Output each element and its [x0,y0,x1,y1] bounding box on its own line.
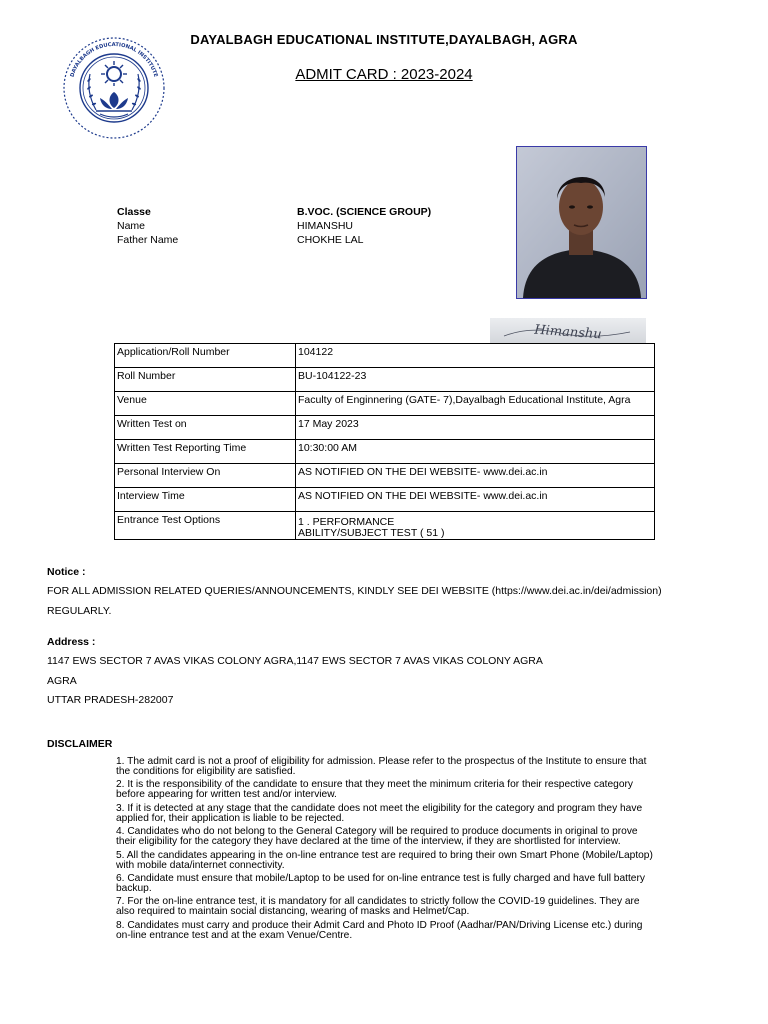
page-title: ADMIT CARD : 2023-2024 [295,66,473,83]
row-value: AS NOTIFIED ON THE DEI WEBSITE- www.dei.ac.in [296,488,655,512]
option-line: ABILITY/SUBJECT TEST ( 51 ) [298,527,445,539]
row-label: Personal Interview On [115,464,296,488]
details-table [114,343,655,540]
option-line: 1 . PERFORMANCE [298,516,395,528]
address-heading: Address : [47,636,96,648]
father-name-value: CHOKHE LAL [297,234,364,246]
class-value: B.VOC. (SCIENCE GROUP) [297,206,432,218]
address-line: UTTAR PRADESH-282007 [47,694,174,706]
disclaimer-heading: DISCLAIMER [47,738,113,750]
notice-text: REGULARLY. [47,605,112,617]
row-label: Roll Number [115,368,296,392]
class-label: Classe [117,206,151,218]
svg-text:DAYALBAGH EDUCATIONAL INSTITUT: DAYALBAGH EDUCATIONAL INSTITUTE [69,41,159,78]
table-row [115,464,655,488]
list-item: 1. The admit card is not a proof of eligibility for admission. Please refer to the prospectus of the Institute to ensure that the conditions for eligibility are satisfied. [116,756,647,777]
row-value: 17 May 2023 [296,416,655,440]
row-value: 10:30:00 AM [296,440,655,464]
svg-text:Himanshu: Himanshu [533,322,603,343]
row-value: Faculty of Enginnering (GATE- 7),Dayalbagh Educational Institute, Agra [296,392,655,416]
row-value: 104122 [296,344,655,368]
address-line: 1147 EWS SECTOR 7 AVAS VIKAS COLONY AGRA,1147 EWS SECTOR 7 AVAS VIKAS COLONY AGRA [47,655,543,667]
list-item: 4. Candidates who do not belong to the General Category will be required to produce documents in original to prove their eligibility for the category they have declared at the time of the interview, if they are shortlisted for interview. [116,826,638,848]
list-item: 3. If it is detected at any stage that the candidate does not meet the eligibility for the category and program they have applied for, their application is liable to be rejected. [116,802,643,824]
institute-name: DAYALBAGH EDUCATIONAL INSTITUTE,DAYALBAGH, AGRA [190,32,578,47]
table-row [115,488,655,512]
notice-text: FOR ALL ADMISSION RELATED QUERIES/ANNOUNCEMENTS, KINDLY SEE DEI WEBSITE (https://www.dei.ac.in/dei/admission) [47,585,662,597]
institute-logo-icon [50,34,178,142]
list-item: 2. It is the responsibility of the candidate to ensure that they meet the minimum criteria for their respective category before appearing for written test and/or interview. [116,779,633,801]
notice-heading: Notice : [47,566,86,578]
person-photo-icon [517,147,646,298]
row-label: Written Test Reporting Time [115,440,296,464]
row-value: BU-104122-23 [296,368,655,392]
address-line: AGRA [47,675,77,687]
candidate-photo [516,146,647,299]
options-label: Entrance Test Options [115,512,296,540]
table-row [115,392,655,416]
row-label: Interview Time [115,488,296,512]
candidate-signature [490,318,646,344]
list-item: 6. Candidate must ensure that mobile/Laptop to be used for on-line entrance test is fully charged and have full battery backup. [116,872,645,894]
name-label: Name [117,220,146,232]
row-label: Application/Roll Number [115,344,296,368]
row-label: Venue [115,392,296,416]
list-item: 8. Candidates must carry and produce their Admit Card and Photo ID Proof (Aadhar/PAN/Driving License etc.) during on-line entrance test and at the exam Venue/Centre. [116,919,643,941]
list-item: 5. All the candidates appearing in the on-line entrance test are required to bring their own Smart Phone (Mobile/Laptop) with mobile data/internet connectivity. [116,849,653,871]
list-item: 7. For the on-line entrance test, it is mandatory for all candidates to strictly follow the COVID-19 guidelines. They are also required to maintain social distancing, wearing of masks and Helmet/Cap. [116,896,640,918]
table-row [115,344,655,368]
options-value [296,512,655,540]
table-row [115,368,655,392]
table-row [115,440,655,464]
name-value: HIMANSHU [297,220,354,232]
disclaimer-list [116,757,656,944]
row-label: Written Test on [115,416,296,440]
table-row [115,416,655,440]
table-row [115,512,655,540]
row-value: AS NOTIFIED ON THE DEI WEBSITE- www.dei.ac.in [296,464,655,488]
father-name-label: Father Name [117,234,179,246]
